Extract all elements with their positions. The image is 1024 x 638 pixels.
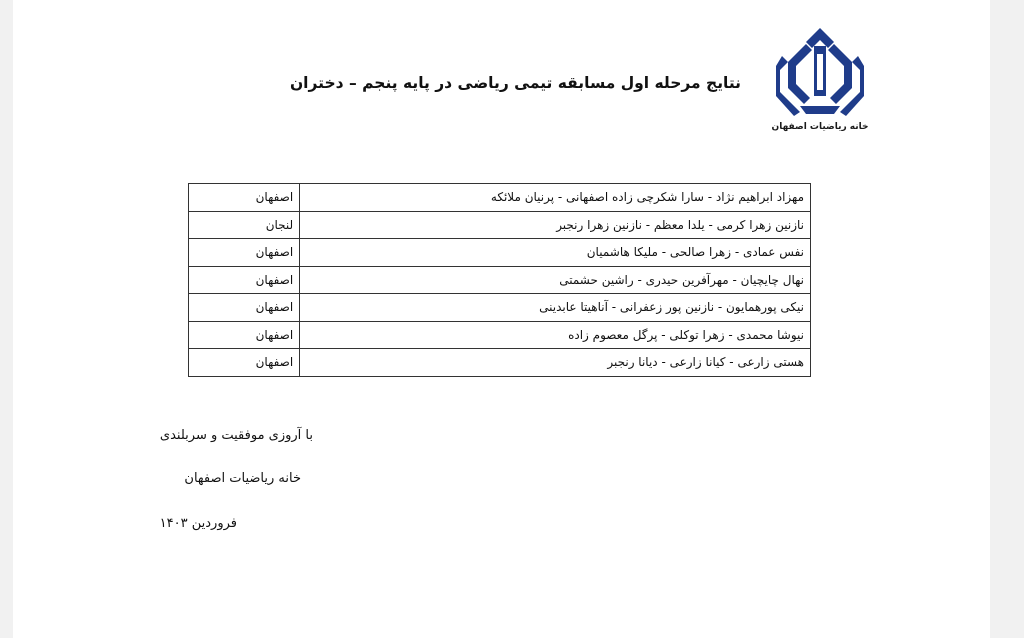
- logo: [764, 22, 876, 146]
- table-row: [189, 211, 811, 239]
- table-row: [189, 266, 811, 294]
- team-names: نهال چایچیان - مهرآفرین حیدری - راشین حشمتی: [300, 266, 811, 294]
- table-row: [189, 184, 811, 212]
- footer-date: فروردین ۱۴۰۳: [159, 516, 237, 531]
- document-page: [13, 0, 990, 638]
- house-emblem-icon: [776, 26, 864, 118]
- team-city: اصفهان: [189, 184, 300, 212]
- team-names: نفس عمادی - زهرا صالحی - ملیکا هاشمیان: [300, 239, 811, 267]
- footer-org: خانه ریاضیات اصفهان: [184, 471, 301, 486]
- team-names: مهزاد ابراهیم نژاد - سارا شکرچی زاده اصفهانی - پرنیان ملائکه: [300, 184, 811, 212]
- team-names: هستی زارعی - کیانا زارعی - دیانا رنجبر: [300, 349, 811, 377]
- team-names: نازنین زهرا کرمی - یلدا معظم - نازنین زهرا رنجبر: [300, 211, 811, 239]
- page-title: نتایج مرحله اول مسابقه تیمی ریاضی در پایه پنجم – دختران: [289, 74, 741, 92]
- table-row: [189, 294, 811, 322]
- team-names: نیکی پورهمایون - نازنین پور زعفرانی - آناهیتا عابدینی: [300, 294, 811, 322]
- footer-wish: با آروزی موفقیت و سربلندی: [159, 428, 313, 443]
- table-row: [189, 321, 811, 349]
- team-city: اصفهان: [189, 239, 300, 267]
- logo-text: خانه ریاضیات اصفهان: [771, 122, 869, 132]
- team-city: لنجان: [189, 211, 300, 239]
- team-city: اصفهان: [189, 321, 300, 349]
- table-row: [189, 349, 811, 377]
- team-city: اصفهان: [189, 294, 300, 322]
- table-row: [189, 239, 811, 267]
- team-city: اصفهان: [189, 266, 300, 294]
- results-table: [188, 183, 811, 377]
- team-names: نیوشا محمدی - زهرا توکلی - پرگل معصوم زاده: [300, 321, 811, 349]
- team-city: اصفهان: [189, 349, 300, 377]
